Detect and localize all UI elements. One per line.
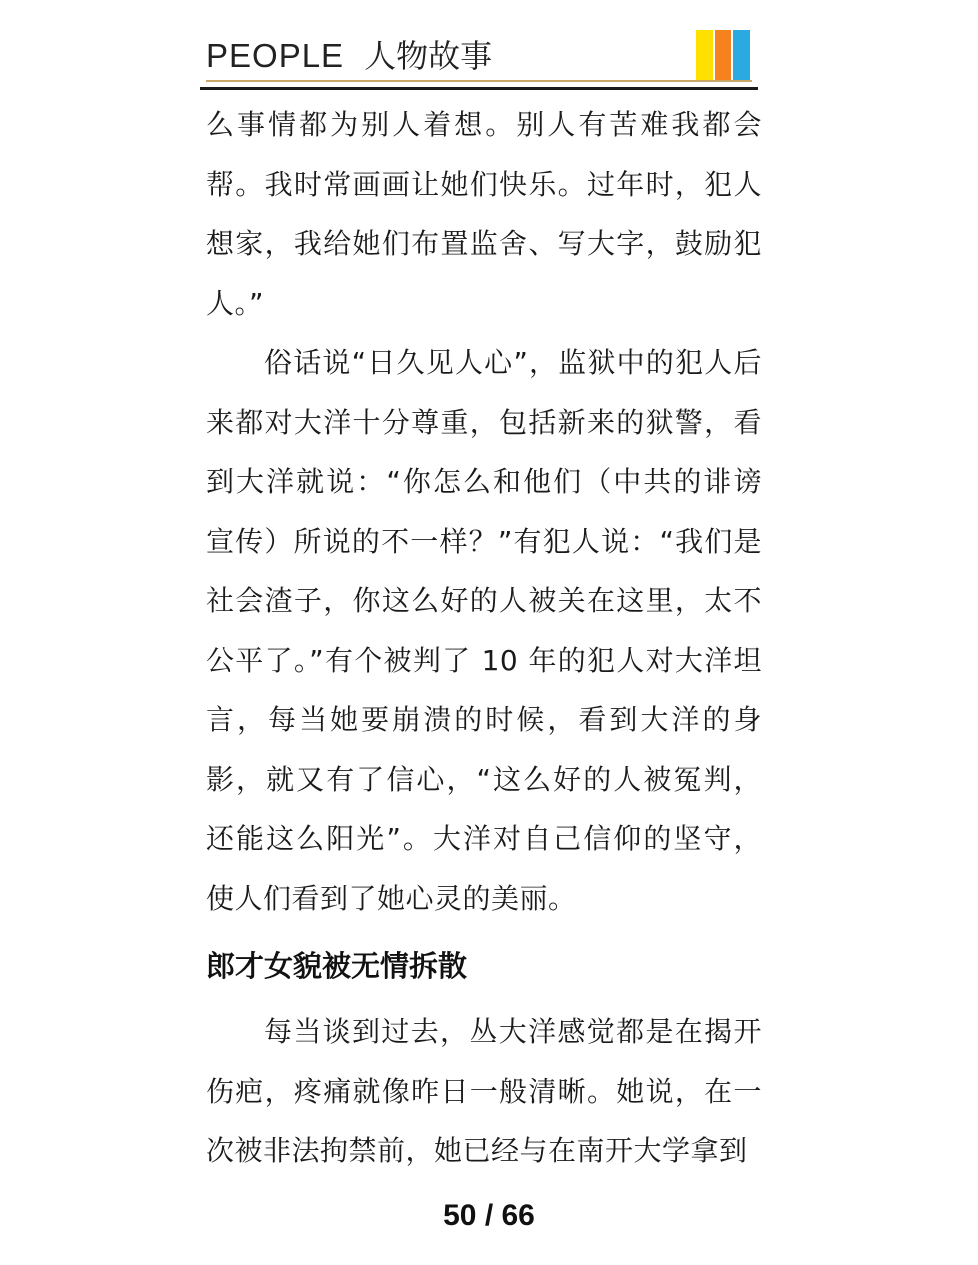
section-title-chinese: 人物故事 (364, 37, 493, 75)
header-gold-rule (206, 80, 752, 82)
page-header (200, 28, 758, 90)
yellow-bar (696, 30, 713, 82)
section-heading: 郎才女貌被无情拆散 (206, 949, 468, 983)
page-indicator: 50 / 66 (443, 1199, 535, 1232)
orange-bar (715, 30, 732, 82)
paragraph: 俗话说“日久见人心”，监狱中的犯人后来都对大洋十分尊重，包括新来的狱警，看到大洋就说：“你怎么和他们（中共的诽谤宣传）所说的不一样？”有犯人说：“我们是社会渣子，你这么好的人被关在这里，太不公平了。”有个被判了 10 年的犯人对大洋坦言，每当她要崩溃的时候，看到大洋的身影，就又有了信心，“这么好的人被冤判，还能这么阳光”。大洋对自己信仰的坚守，使人们看到了她心灵的美丽。 (206, 346, 762, 915)
section-title-english: PEOPLE (206, 37, 345, 74)
blue-bar (733, 30, 750, 82)
paragraph: 每当谈到过去，丛大洋感觉都是在揭开伤疤，疼痛就像昨日一般清晰。她说，在一次被非法拘禁前，她已经与在南开大学拿到 (206, 1015, 762, 1167)
article-body (206, 95, 762, 1181)
color-bars-decoration (696, 30, 750, 82)
header-divider (200, 87, 758, 90)
paragraph-continuation: 么事情都为别人着想。别人有苦难我都会帮。我时常画画让她们快乐。过年时，犯人想家，我给她们布置监舍、写大字，鼓励犯人。” (206, 108, 762, 320)
section-title (206, 34, 492, 78)
